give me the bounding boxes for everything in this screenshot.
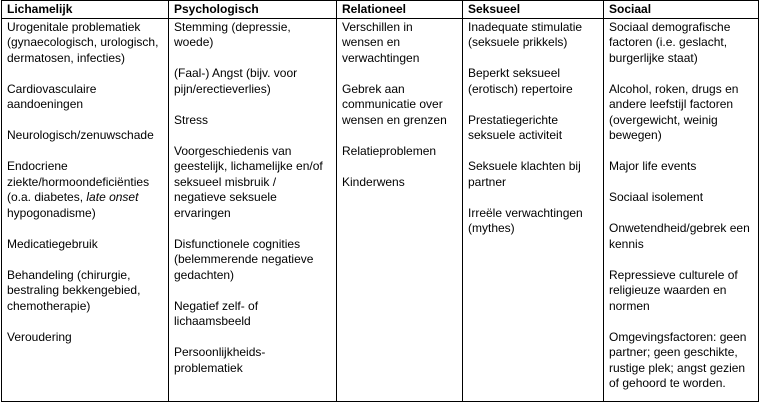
list-item: Sociaal demografische factoren (i.e. geslacht, burgerlijke staat): [609, 19, 731, 65]
list-item: Inadequate stimulatie (seksuele prikkels): [468, 19, 583, 49]
factors-table: [1, 0, 759, 402]
header-psychologisch: Psychologisch: [169, 1, 337, 19]
list-item: Medicatiegebruik: [7, 236, 98, 251]
list-item: Irreële verwachtingen (mythes): [468, 205, 583, 235]
list-item: Voorgeschiedenis van geestelijk, lichamelijke en/of seksueel misbruik / negatieve seksuele ervaringen: [174, 143, 323, 220]
header-relationeel: Relationeel: [337, 1, 463, 19]
column-psychologisch: [169, 18, 337, 401]
column-lichamelijk: [2, 18, 169, 401]
list-item: Verschillen in wensen en verwachtingen: [342, 19, 420, 65]
list-item: Relatieproblemen: [342, 143, 437, 158]
list-item: (Faal-) Angst (bijv. voor pijn/erectieverlies): [174, 66, 298, 96]
list-item: Onwetendheid/gebrek een kennis: [609, 221, 750, 251]
list-item: Stemming (depressie, woede): [174, 19, 291, 49]
list-item: Stress: [174, 112, 209, 127]
list-item: Prestatiegerichte seksuele activiteit: [468, 112, 563, 142]
list-item: Alcohol, roken, drugs en andere leefstijl factoren (overgewicht, weinig bewegen): [609, 81, 739, 142]
list-item: Neurologisch/zenuwschade: [7, 128, 154, 142]
list-item: Repressieve culturele of religieuze waarden en normen: [609, 267, 738, 313]
list-item: Sociaal isolement: [609, 190, 704, 204]
list-item: Persoonlijkheids- problematiek: [174, 345, 266, 375]
list-item: Beperkt seksueel (erotisch) repertoire: [468, 66, 573, 96]
header-seksueel: Seksueel: [463, 1, 604, 19]
list-item: Urogenitale problematiek (gynaecologisch, urologisch, dermatosen, infecties): [7, 19, 159, 65]
column-sociaal: [604, 18, 759, 401]
list-item: Disfunctionele cognities (belemmerende negatieve gedachten): [174, 236, 314, 282]
list-item: Negatief zelf- of lichaamsbeeld: [174, 298, 259, 328]
table-header-row: [2, 1, 759, 19]
header-sociaal: Sociaal: [604, 1, 759, 19]
column-seksueel: [463, 18, 604, 401]
list-item: Seksuele klachten bij partner: [468, 159, 581, 189]
table-row: [2, 18, 759, 401]
list-item: Veroudering: [7, 329, 72, 344]
list-item: Major life events: [609, 159, 697, 173]
list-item: Endocriene ziekte/hormoondeficiënties (o.a. diabetes, late onset hypogonadisme): [7, 159, 150, 220]
list-item: Gebrek aan communicatie over wensen en grenzen: [342, 81, 447, 127]
header-lichamelijk: Lichamelijk: [2, 1, 169, 19]
list-item: Kinderwens: [342, 174, 405, 189]
list-item: Cardiovasculaire aandoeningen: [7, 81, 97, 111]
column-relationeel: [337, 18, 463, 401]
list-item: Behandeling (chirurgie, bestraling bekkengebied, chemotherapie): [7, 267, 141, 313]
list-item: Omgevingsfactoren: geen partner; geen geschikte, rustige plek; angst gezien of gehoord te worden.: [609, 329, 747, 390]
